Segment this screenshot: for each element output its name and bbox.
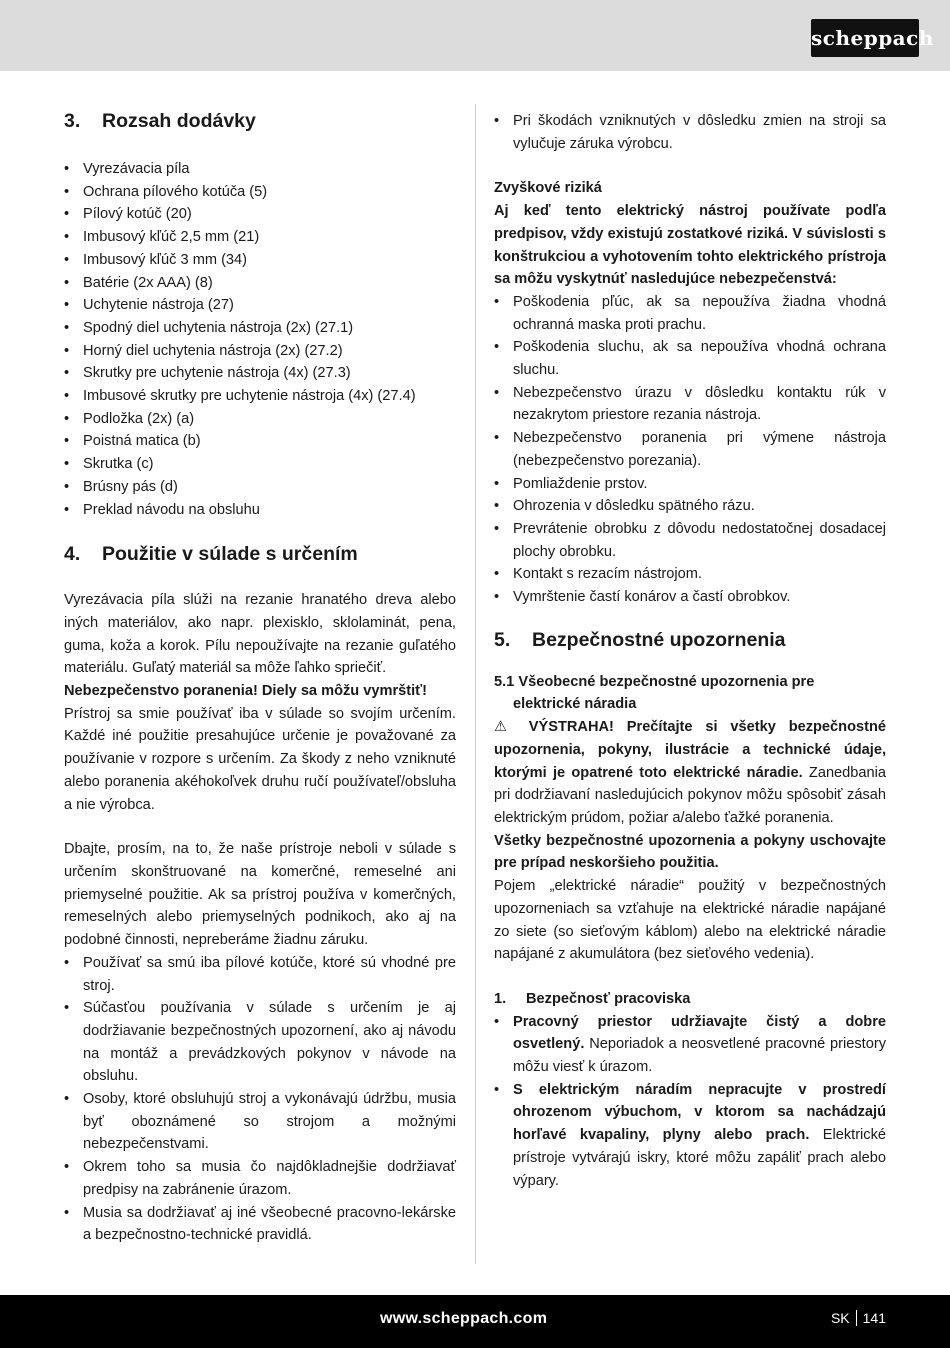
section-5-title: Bezpečnostné upozornenia xyxy=(532,628,786,651)
list-item-text: Neporiadok a neosvetlené pracovné priestory môžu viesť k úrazom. xyxy=(513,1036,886,1076)
list-item-bold: S elektrickým náradím nepracujte v prostredí ohrozenom výbuchom, v ktorom sa nachádzajú horľavé kvapaliny, plyny alebo prach. xyxy=(513,1081,886,1144)
list-item-text: Elektrické prístroje vytvárajú iskry, ktoré môžu zapáliť prach alebo výpary. xyxy=(513,1127,887,1189)
section-4-heading xyxy=(64,541,456,567)
general-warning-paragraph xyxy=(494,716,886,830)
section-3-number: 3. xyxy=(64,110,81,132)
work-area-safety-title: Bezpečnosť pracoviska xyxy=(526,990,691,1007)
list-item xyxy=(494,1079,886,1193)
footer-separator xyxy=(856,1310,857,1326)
list-item: • Okrem toho sa musia čo najdôkladnejšie dodržiavať predpisy na zabránenie úrazom. xyxy=(64,1156,456,1201)
injury-warning-bold: Nebezpečenstvo poranenia! Diely sa môžu vymrštiť! xyxy=(64,683,428,700)
list-item: • Skrutky pre uchytenie nástroja (4x) (27.3) xyxy=(64,362,456,385)
section-4-number: 4. xyxy=(64,543,81,566)
list-item xyxy=(494,1011,886,1079)
list-item: • Prevrátenie obrobku z dôvodu nedostatočnej dosadacej plochy obrobku. xyxy=(494,518,886,563)
injury-warning xyxy=(64,680,456,703)
residual-risks-list xyxy=(494,291,886,609)
right-column xyxy=(494,110,886,1192)
list-item: • Pri škodách vzniknutých v dôsledku zmien na stroji sa vylučuje záruka výrobcu. xyxy=(494,110,886,155)
list-item: • Podložka (2x) (a) xyxy=(64,408,456,431)
delivery-list xyxy=(64,158,456,521)
list-item: • Kontakt s rezacím nástrojom. xyxy=(494,563,886,586)
language-code: SK xyxy=(830,1310,850,1326)
commercial-use-paragraph: Dbajte, prosím, na to, že naše prístroje neboli v súlade s určením skonštruované na komerčné, remeselné ani priemyselné použitie. Ak sa prístroj používa v komerčných, remeselných alebo priemyselných podnikoch, ako aj na podobné činnosti, nepreberáme žiadnu záruku. xyxy=(64,841,456,949)
list-item-bold: Pracovný priestor udržiavajte čistý a dobre osvetlený. xyxy=(513,1013,886,1053)
list-item: • Batérie (2x AAA) (8) xyxy=(64,272,456,295)
list-item: • Pílový kotúč (20) xyxy=(64,203,456,226)
list-item: • Spodný diel uchytenia nástroja (2x) (27.1) xyxy=(64,317,456,340)
residual-risks-intro-bold: Aj keď tento elektrický nástroj používate podľa predpisov, vždy existujú zostatkové riziká. V súvislosti s konštrukciou a vyhotovením tohto elektrického prístroja sa môžu vyskytnúť nasledujúce nebezpečenstvá: xyxy=(494,203,886,288)
list-item: • Ochrana pílového kotúča (5) xyxy=(64,181,456,204)
list-item: • Vyrezávacia píla xyxy=(64,158,456,181)
list-item: • Horný diel uchytenia nástroja (2x) (27.2) xyxy=(64,340,456,363)
intended-use-list xyxy=(64,952,456,1247)
section-5-number: 5. xyxy=(494,628,511,651)
list-item: • Skrutka (c) xyxy=(64,453,456,476)
section-4-title: Použitie v súlade s určením xyxy=(102,543,358,566)
list-item: • Brúsny pás (d) xyxy=(64,476,456,499)
warning-triangle-icon: ⚠ xyxy=(494,719,516,736)
list-item: • Poistná matica (b) xyxy=(64,430,456,453)
list-item: • Nebezpečenstvo poranenia pri výmene nástroja (nebezpečenstvo porezania). xyxy=(494,427,886,472)
list-item: • Nebezpečenstvo úrazu v dôsledku kontaktu rúk v nezakrytom priestore rezania nástroja. xyxy=(494,382,886,427)
list-item: • Používať sa smú iba pílové kotúče, ktoré sú vhodné pre stroj. xyxy=(64,952,456,997)
list-item: • Ohrozenia v dôsledku spätného rázu. xyxy=(494,495,886,518)
footer-website-link[interactable]: www.scheppach.com xyxy=(380,1310,548,1327)
keep-instructions-bold: Všetky bezpečnostné upozornenia a pokyny uschovajte pre prípad neskoršieho použitia. xyxy=(494,832,886,872)
list-item: • Musia sa dodržiavať aj iné všeobecné pracovno-lekárske a bezpečnostno-technické pravidlá. xyxy=(64,1202,456,1247)
list-item: • Poškodenia sluchu, ak sa nepoužíva vhodná ochrana sluchu. xyxy=(494,336,886,381)
general-warning-text: Zanedbania pri dodržiavaní nasledujúcich pokynov môžu spôsobiť zásah elektrickým prúdom, požiar a/alebo ťažké poranenia. xyxy=(494,764,886,826)
work-area-safety-number: 1. xyxy=(494,990,507,1007)
left-column xyxy=(64,108,456,1247)
header-bar xyxy=(0,0,950,71)
use-restriction-paragraph: Prístroj sa smie používať iba v súlade so svojím určením. Každé iné použitie presahujúce určenie je považované za používanie v rozpore s určením. Za škody z neho vzniknuté alebo poranenia akéhokoľvek druhu ručí používateľ/obsluha a nie výrobca. xyxy=(64,705,456,813)
power-tool-term-paragraph: Pojem „elektrické náradie“ použitý v bezpečnostných upozorneniach sa vzťahuje na elektrické náradie napájané zo siete (so sieťovým káblom) alebo na elektrické náradie napájané z akumulátora (bez sieťového vedenia). xyxy=(494,878,886,963)
scheppach-logo: scheppach xyxy=(811,19,919,57)
list-item: • Imbusové skrutky pre uchytenie nástroja (4x) (27.4) xyxy=(64,385,456,408)
work-area-safety-list xyxy=(494,1011,886,1193)
list-item: • Súčasťou používania v súlade s určením je aj dodržiavanie bezpečnostných upozornení, ako aj návodu na montáž a prevádzkových pokynov v návode na obsluhu. xyxy=(64,997,456,1088)
footer-page-indicator xyxy=(831,1295,886,1342)
list-item: • Pomliaždenie prstov. xyxy=(494,473,886,496)
section-3-title: Rozsah dodávky xyxy=(102,110,256,132)
list-item: • Osoby, ktoré obsluhujú stroj a vykonávajú údržbu, musia byť oboznámené so strojom a možnými nebezpečenstvami. xyxy=(64,1088,456,1156)
section-3-heading xyxy=(64,108,456,134)
keep-instructions xyxy=(494,830,886,875)
list-item: • Uchytenie nástroja (27) xyxy=(64,294,456,317)
list-item: • Poškodenia pľúc, ak sa nepoužíva žiadna vhodná ochranná maska proti prachu. xyxy=(494,291,886,336)
list-item: • Preklad návodu na obsluhu xyxy=(64,499,456,522)
residual-risks-intro xyxy=(494,200,886,291)
subsection-5-1-heading xyxy=(494,671,886,694)
section-5-heading xyxy=(494,627,886,653)
warranty-list xyxy=(494,110,886,155)
subsection-5-1-heading-line2: elektrické náradia xyxy=(513,696,637,713)
residual-risks-heading: Zvyškové riziká xyxy=(494,180,602,197)
list-item: • Imbusový kľúč 2,5 mm (21) xyxy=(64,226,456,249)
subsection-5-1-number: 5.1 xyxy=(494,673,515,690)
list-item: • Vymrštenie častí konárov a častí obrobkov. xyxy=(494,586,886,609)
column-divider xyxy=(475,104,476,1264)
footer-bar xyxy=(0,1295,950,1348)
intended-use-paragraph: Vyrezávacia píla slúži na rezanie hranatého dreva alebo iných materiálov, ako napr. plexisklo, sklolaminát, pena, guma, koža a korok. Pílu nepoužívajte na rezanie guľatého materiálu. Guľatý materiál sa môže ľahko spriečiť. xyxy=(64,592,456,677)
list-item: • Imbusový kľúč 3 mm (34) xyxy=(64,249,456,272)
general-warning-bold: VÝSTRAHA! Prečítajte si všetky bezpečnostné upozornenia, pokyny, ilustrácie a technické údaje, ktorými je opatrené toto elektrické náradie. xyxy=(494,719,887,781)
page-number: 141 xyxy=(862,1310,886,1326)
subsection-5-1-title-line1: Všeobecné bezpečnostné upozornenia pre xyxy=(518,673,815,690)
work-area-safety-heading xyxy=(494,988,886,1011)
